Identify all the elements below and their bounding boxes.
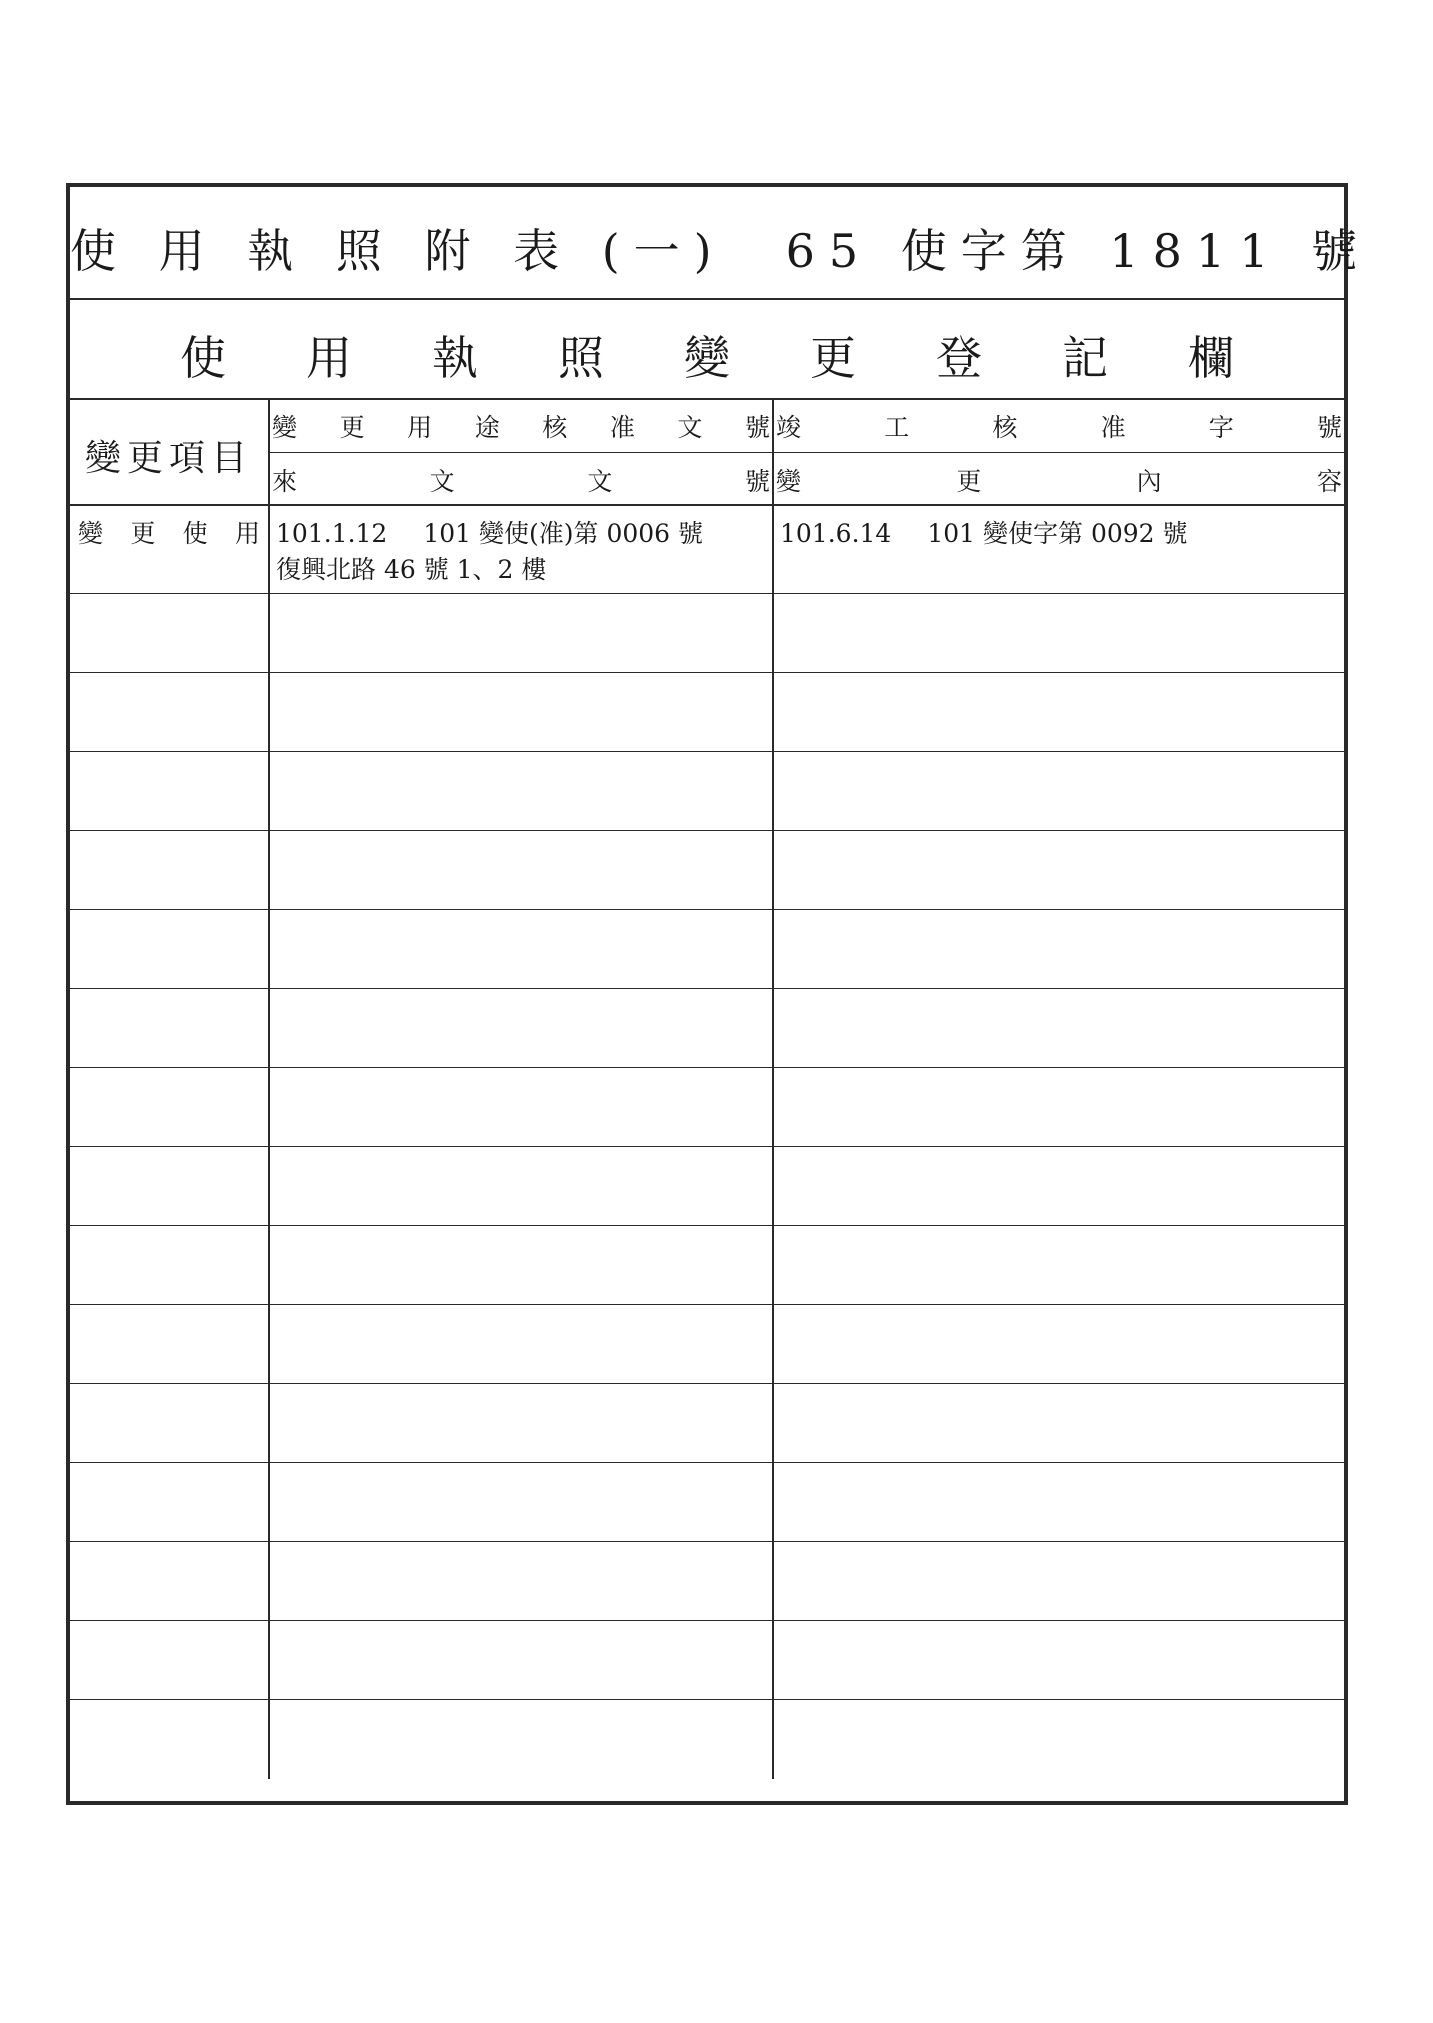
banner-char: 用 <box>306 331 352 385</box>
empty-cell <box>774 594 1344 672</box>
header-char: 准 <box>609 413 635 442</box>
entry-item-cell <box>70 506 270 593</box>
header-char: 號 <box>744 466 770 496</box>
empty-cell <box>70 1621 270 1699</box>
approval-date: 101.1.12 <box>276 519 388 548</box>
table-row <box>70 1305 1344 1384</box>
approval-line <box>276 514 703 550</box>
header-completion-column <box>774 400 1344 506</box>
banner-char: 使 <box>180 331 226 385</box>
empty-cell <box>774 1384 1344 1462</box>
header-incoming-no <box>270 453 772 506</box>
item-char: 用 <box>234 519 260 548</box>
header-char: 核 <box>542 413 568 442</box>
table-row <box>70 594 1344 673</box>
empty-cell <box>774 1542 1344 1620</box>
header-char: 用 <box>407 413 433 442</box>
empty-cell <box>774 1305 1344 1383</box>
empty-cell <box>270 1384 774 1462</box>
header-char: 工 <box>884 413 910 442</box>
header-char: 文 <box>587 466 613 496</box>
completion-number: 101 變使字第 0092 號 <box>927 519 1188 548</box>
table-row <box>70 1068 1344 1147</box>
form-banner <box>70 322 1344 388</box>
completion-date: 101.6.14 <box>780 519 892 548</box>
banner-char: 登 <box>936 331 982 385</box>
empty-cell <box>270 831 774 909</box>
address-line: 復興北路 46 號 1、2 樓 <box>276 555 547 584</box>
empty-cell <box>270 673 774 751</box>
empty-cell <box>774 1226 1344 1304</box>
empty-cell <box>70 1305 270 1383</box>
header-completion-no <box>774 400 1344 453</box>
table-row <box>70 989 1344 1068</box>
empty-cell <box>774 1463 1344 1541</box>
empty-cell <box>774 910 1344 988</box>
header-approval-column <box>270 400 774 506</box>
empty-cell <box>70 1068 270 1146</box>
empty-cell <box>70 1542 270 1620</box>
banner-char: 欄 <box>1188 331 1234 385</box>
empty-cell <box>270 1226 774 1304</box>
empty-cell <box>270 1463 774 1541</box>
header-char: 文 <box>429 466 455 496</box>
empty-cell <box>270 1542 774 1620</box>
empty-cell <box>774 752 1344 830</box>
table-row <box>70 1147 1344 1226</box>
empty-cell <box>70 910 270 988</box>
empty-cell <box>70 989 270 1067</box>
header-char: 內 <box>1136 466 1162 496</box>
empty-cell <box>70 752 270 830</box>
table-row <box>70 1542 1344 1621</box>
empty-cell <box>70 673 270 751</box>
empty-cell <box>270 1621 774 1699</box>
header-char: 竣 <box>776 413 802 442</box>
header-char: 更 <box>956 466 982 496</box>
header-char: 號 <box>744 413 770 442</box>
header-char: 變 <box>272 413 298 442</box>
header-item-label: 變更項目 <box>84 438 253 479</box>
license-form <box>66 183 1372 1805</box>
table-row <box>70 506 1344 594</box>
empty-cell <box>774 673 1344 751</box>
empty-cell <box>70 1463 270 1541</box>
banner-char: 變 <box>684 331 730 385</box>
header-char: 變 <box>776 466 802 496</box>
header-change-content <box>774 453 1344 506</box>
table-row <box>70 1621 1344 1700</box>
completion-line <box>780 514 1188 550</box>
empty-cell <box>774 1621 1344 1699</box>
banner-char: 照 <box>558 331 604 385</box>
table-row <box>70 831 1344 910</box>
header-char: 核 <box>992 413 1018 442</box>
header-char: 字 <box>1208 413 1234 442</box>
header-item-column <box>70 400 270 506</box>
form-title: 使 用 執 照 附 表 (一) 65 使字第 1811 號 <box>70 224 1372 278</box>
banner-char: 記 <box>1062 331 1108 385</box>
entry-approval-cell <box>270 506 774 593</box>
item-char: 更 <box>130 519 156 548</box>
table-row <box>70 673 1344 752</box>
empty-cell <box>270 989 774 1067</box>
table-row <box>70 910 1344 989</box>
table-row <box>70 752 1344 831</box>
form-banner-row <box>70 300 1344 400</box>
empty-cell <box>70 594 270 672</box>
entry-completion-cell <box>774 506 1344 593</box>
item-char: 使 <box>182 519 208 548</box>
table-row <box>70 1463 1344 1542</box>
empty-cell <box>774 1068 1344 1146</box>
approval-number: 101 變使(准)第 0006 號 <box>423 519 704 548</box>
empty-cell <box>270 594 774 672</box>
header-char: 途 <box>474 413 500 442</box>
empty-cell <box>270 1068 774 1146</box>
header-char: 准 <box>1100 413 1126 442</box>
entry-item-label <box>78 514 260 550</box>
table-row <box>70 1384 1344 1463</box>
empty-cell <box>270 1305 774 1383</box>
table-row <box>70 1226 1344 1305</box>
banner-char: 更 <box>810 331 856 385</box>
empty-cell <box>70 1147 270 1225</box>
empty-cell <box>270 1700 774 1779</box>
empty-cell <box>774 831 1344 909</box>
item-char: 變 <box>78 519 104 548</box>
empty-cell <box>270 1147 774 1225</box>
form-title-row <box>70 187 1372 300</box>
header-char: 更 <box>339 413 365 442</box>
empty-cell <box>70 831 270 909</box>
header-char: 文 <box>677 413 703 442</box>
empty-cell <box>70 1700 270 1779</box>
empty-cell <box>70 1384 270 1462</box>
header-char: 來 <box>272 466 298 496</box>
header-approval-no <box>270 400 772 453</box>
empty-cell <box>774 1147 1344 1225</box>
empty-cell <box>70 1226 270 1304</box>
table-row <box>70 1700 1344 1779</box>
banner-char: 執 <box>432 331 478 385</box>
empty-cell <box>270 752 774 830</box>
entry-rows <box>70 506 1344 1779</box>
empty-cell <box>774 989 1344 1067</box>
header-char: 容 <box>1316 466 1342 496</box>
empty-cell <box>270 910 774 988</box>
empty-cell <box>774 1700 1344 1779</box>
header-char: 號 <box>1316 413 1342 442</box>
